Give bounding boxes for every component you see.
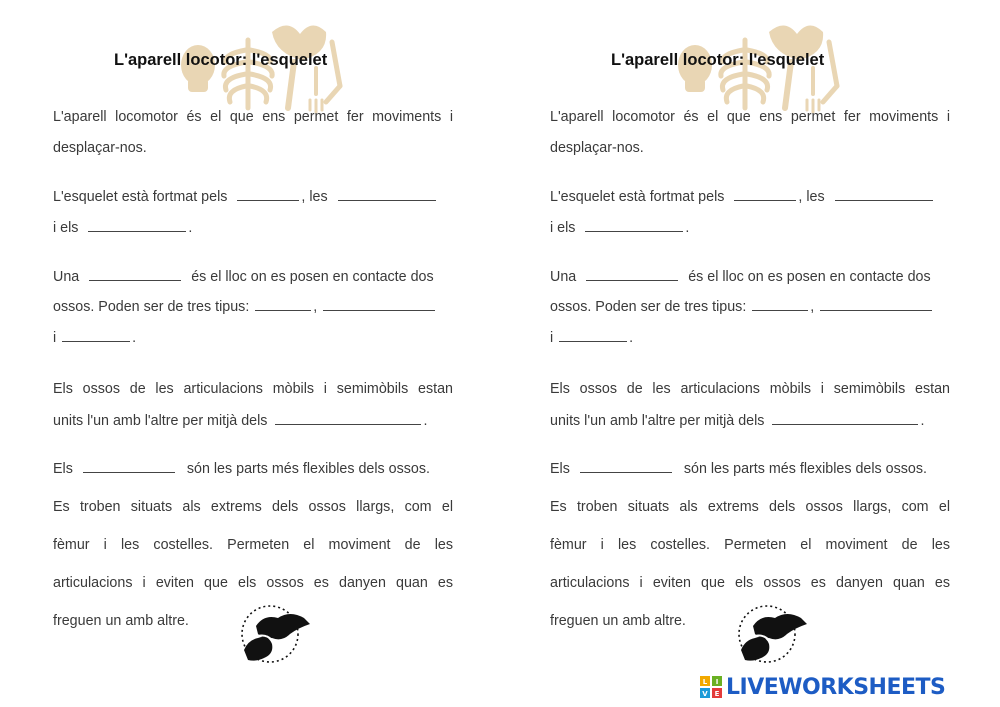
text-line	[53, 298, 453, 315]
blank-field[interactable]	[275, 412, 421, 425]
text-line: Es troben situats als extrems dels ossos llargs, com el	[53, 499, 453, 515]
text-segment: ossos. Poden ser de tres tipus:	[550, 299, 747, 315]
blank-field[interactable]	[752, 298, 808, 311]
text-line	[53, 219, 453, 236]
joint-cartilage-icon	[735, 604, 811, 664]
svg-text:L: L	[702, 678, 708, 686]
text-line	[550, 298, 950, 315]
text-line	[550, 329, 950, 346]
text-segment: L'esquelet està fortmat pels	[550, 189, 725, 205]
blank-field[interactable]	[62, 329, 130, 342]
blank-field[interactable]	[734, 188, 796, 201]
text-segment: i	[53, 330, 57, 346]
text-line: desplaçar-nos.	[550, 140, 644, 156]
worksheet-right	[549, 0, 959, 707]
text-line	[53, 412, 453, 429]
text-line: fèmur i les costelles. Permeten el moviment de les	[53, 537, 453, 553]
text-line	[550, 219, 950, 236]
text-segment: i els	[53, 220, 79, 236]
page-title: L'aparell locotor: l'esquelet	[611, 51, 825, 69]
svg-text:E: E	[714, 690, 720, 698]
text-segment: ossos. Poden ser de tres tipus:	[53, 299, 250, 315]
blank-field[interactable]	[88, 219, 186, 232]
text-segment: Una	[550, 269, 577, 285]
text-segment: són les parts més flexibles dels ossos.	[186, 461, 430, 477]
svg-text:I: I	[715, 678, 719, 686]
blank-field[interactable]	[580, 460, 672, 473]
text-segment: són les parts més flexibles dels ossos.	[683, 461, 927, 477]
text-line	[550, 412, 950, 429]
blank-field[interactable]	[89, 268, 181, 281]
text-line: fèmur i les costelles. Permeten el moviment de les	[550, 537, 950, 553]
text-segment: és el lloc on es posen en contacte dos	[688, 269, 931, 285]
text-segment: Una	[53, 269, 80, 285]
blank-field[interactable]	[835, 188, 933, 201]
text-line: Es troben situats als extrems dels ossos llargs, com el	[550, 499, 950, 515]
text-segment: ,	[810, 299, 815, 315]
text-line	[550, 188, 950, 205]
text-segment: i els	[550, 220, 576, 236]
text-line: freguen un amb altre.	[550, 613, 686, 629]
blank-field[interactable]	[586, 268, 678, 281]
text-line: L'aparell locomotor és el que ens permet fer moviments i	[53, 109, 453, 125]
text-segment: Els	[53, 461, 73, 477]
text-line: articulacions i eviten que els ossos es danyen quan es	[53, 575, 453, 591]
text-segment: .	[132, 330, 137, 346]
text-line	[53, 460, 453, 477]
text-line	[550, 460, 950, 477]
text-segment: units l'un amb l'altre per mitjà dels	[53, 413, 268, 429]
blank-field[interactable]	[237, 188, 299, 201]
text-segment: és el lloc on es posen en contacte dos	[191, 269, 434, 285]
text-line: freguen un amb altre.	[53, 613, 189, 629]
text-line	[53, 268, 453, 285]
text-segment: Els	[550, 461, 570, 477]
text-line: Els ossos de les articulacions mòbils i semimòbils estan	[53, 381, 453, 397]
blank-field[interactable]	[772, 412, 918, 425]
text-line	[53, 188, 453, 205]
text-line	[53, 329, 453, 346]
liveworksheets-brand[interactable]	[700, 672, 945, 702]
liveworksheets-logo-icon	[700, 676, 722, 698]
brand-name: LIVEWORKSHEETS	[726, 674, 946, 700]
blank-field[interactable]	[323, 298, 435, 311]
worksheet-left	[52, 0, 462, 707]
blank-field[interactable]	[338, 188, 436, 201]
blank-field[interactable]	[559, 329, 627, 342]
text-segment: .	[920, 413, 925, 429]
text-segment: ,	[313, 299, 318, 315]
text-segment: i	[550, 330, 554, 346]
text-segment: .	[629, 330, 634, 346]
blank-field[interactable]	[83, 460, 175, 473]
svg-text:V: V	[702, 690, 708, 698]
text-line: L'aparell locomotor és el que ens permet fer moviments i	[550, 109, 950, 125]
text-segment: , les	[798, 189, 825, 205]
blank-field[interactable]	[820, 298, 932, 311]
text-segment: .	[188, 220, 193, 236]
text-line: Els ossos de les articulacions mòbils i semimòbils estan	[550, 381, 950, 397]
blank-field[interactable]	[255, 298, 311, 311]
text-line: desplaçar-nos.	[53, 140, 147, 156]
text-segment: units l'un amb l'altre per mitjà dels	[550, 413, 765, 429]
joint-cartilage-icon	[238, 604, 314, 664]
page-title: L'aparell locotor: l'esquelet	[114, 51, 328, 69]
blank-field[interactable]	[585, 219, 683, 232]
text-segment: L'esquelet està fortmat pels	[53, 189, 228, 205]
text-segment: , les	[301, 189, 328, 205]
text-segment: .	[685, 220, 690, 236]
text-line	[550, 268, 950, 285]
text-segment: .	[423, 413, 428, 429]
text-line: articulacions i eviten que els ossos es danyen quan es	[550, 575, 950, 591]
